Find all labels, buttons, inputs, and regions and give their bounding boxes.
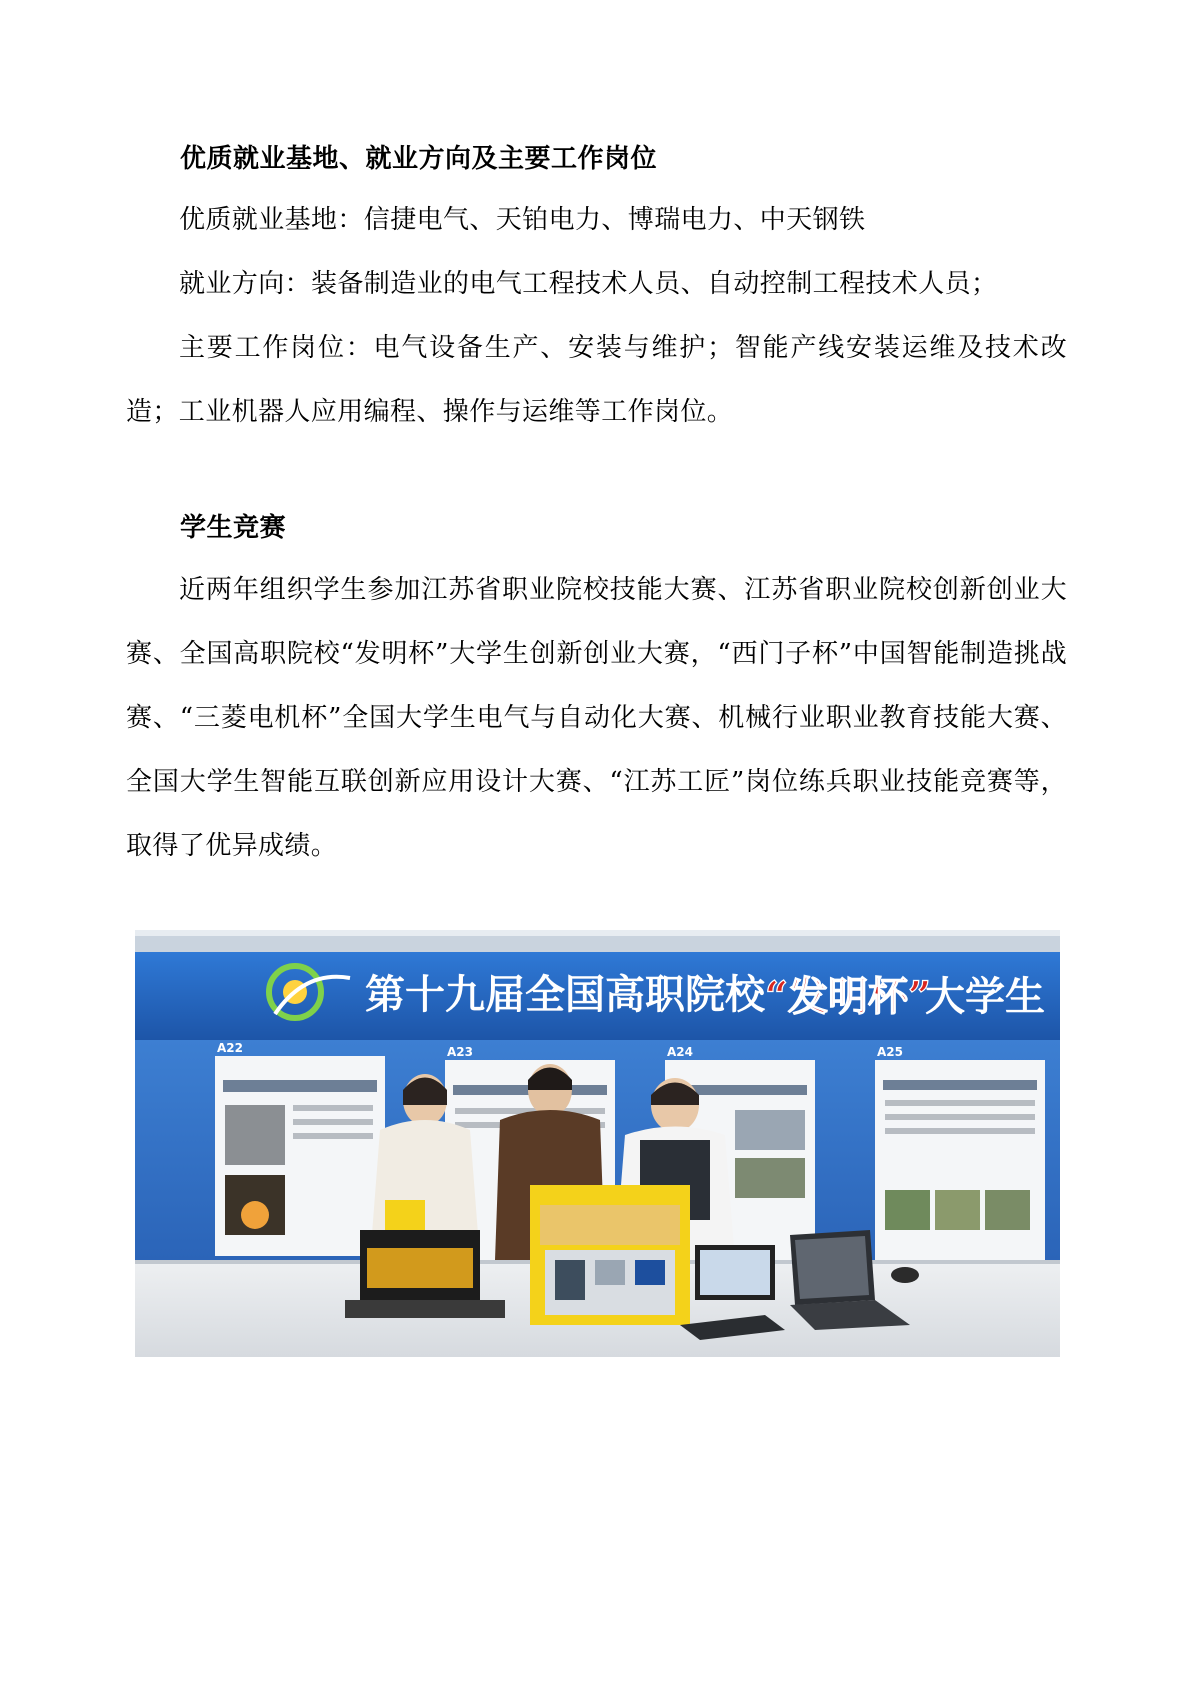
booth-label: A22 <box>217 1041 243 1055</box>
tablet-device <box>695 1245 775 1300</box>
competition-photo-illustration <box>135 930 1060 1357</box>
poster-a22 <box>215 1056 385 1256</box>
banner-tail: 大学生 <box>925 973 1045 1020</box>
poster-a25 <box>875 1060 1045 1280</box>
paragraph-employment-bases: 优质就业基地：信捷电气、天铂电力、博瑞电力、中天钢铁 <box>179 205 866 235</box>
banner-text: 第十九届全国高职院校 <box>365 971 765 1018</box>
booth-label: A23 <box>447 1045 473 1059</box>
competition-photo <box>135 930 1060 1357</box>
banner-highlight: “发明杯” <box>765 973 932 1020</box>
booth-label: A24 <box>667 1045 693 1059</box>
section-heading-competitions: 学生竞赛 <box>180 513 287 543</box>
booth-label: A25 <box>877 1045 903 1059</box>
paragraph-main-positions: 主要工作岗位：电气设备生产、安装与维护；智能产线安装运维及技术改造；工业机器人应用编程、操作与运维等工作岗位。 <box>126 333 1067 427</box>
control-panel-exhibit <box>530 1185 690 1325</box>
mouse-device <box>891 1267 919 1283</box>
section-heading-employment: 优质就业基地、就业方向及主要工作岗位 <box>180 144 658 174</box>
paragraph-employment-direction: 就业方向：装备制造业的电气工程技术人员、自动控制工程技术人员； <box>179 269 998 299</box>
paragraph-competitions: 近两年组织学生参加江苏省职业院校技能大赛、江苏省职业院校创新创业大赛、全国高职院校“发明杯”大学生创新创业大赛，“西门子杯”中国智能制造挑战赛、“三菱电机杯”全国大学生电气与自动化大赛、机械行业职业教育技能大赛、全国大学生智能互联创新应用设计大赛、“江苏工匠”岗位练兵职业技能竞赛等，取得了优异成绩。 <box>126 575 1068 861</box>
